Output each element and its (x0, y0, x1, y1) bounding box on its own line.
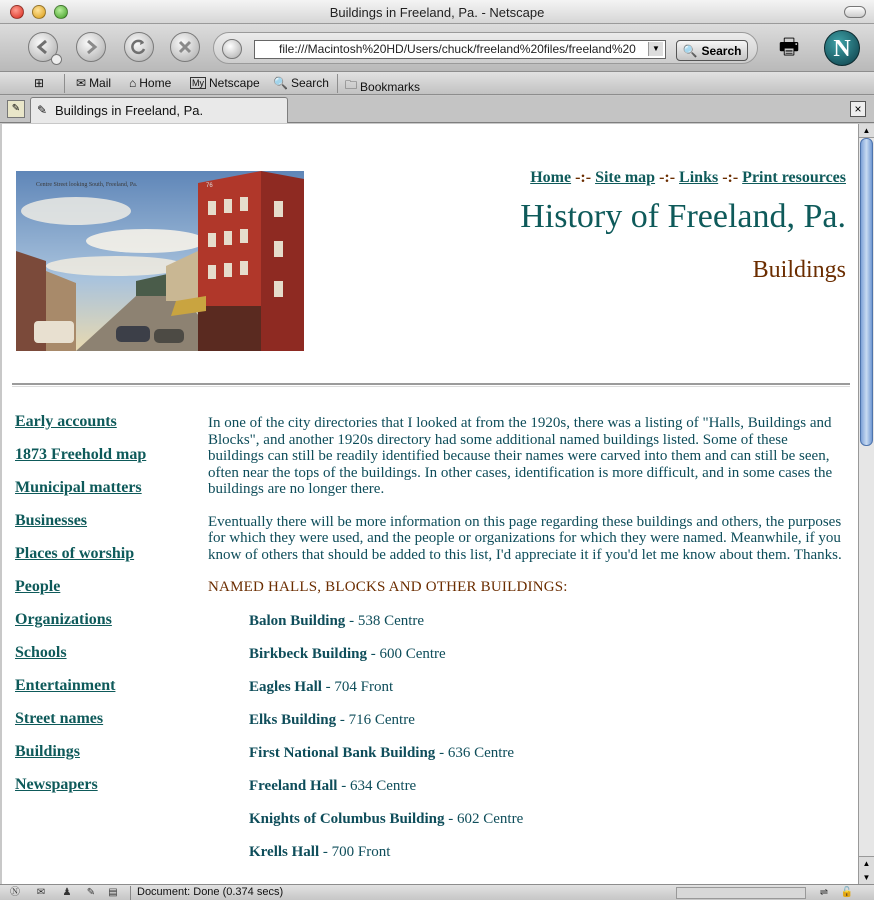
instant-messenger-icon[interactable]: ♟ (62, 887, 72, 898)
title-bar (0, 0, 874, 24)
site-map-link[interactable]: Site map (595, 169, 656, 186)
sidebar-item-organizations[interactable]: Organizations (15, 611, 112, 628)
back-arrow-icon (34, 38, 52, 56)
toolbar-toggle-button[interactable] (844, 6, 866, 18)
reload-button[interactable] (124, 32, 154, 62)
building-name: Balon Building (249, 612, 346, 629)
building-address: 634 Centre (349, 777, 417, 794)
top-navigation (530, 169, 846, 187)
bookmarks-button[interactable] (345, 76, 420, 97)
building-address: 602 Centre (457, 810, 524, 827)
building-address: 538 Centre (357, 612, 425, 629)
netscape-label: Netscape (209, 76, 260, 90)
link-separator: -:- (659, 169, 676, 186)
building-name: Knights of Columbus Building (249, 810, 445, 827)
sidebar-item-early-accounts[interactable]: Early accounts (15, 413, 117, 430)
online-status-icon[interactable]: ⇌ (819, 887, 829, 898)
sidebar-item-newspapers[interactable]: Newspapers (15, 776, 98, 793)
bookmarks-label: Bookmarks (360, 79, 421, 94)
progress-meter (676, 887, 806, 899)
url-dropdown-arrow[interactable]: ▼ (648, 42, 663, 56)
toolbar-divider (337, 74, 338, 93)
reload-icon (130, 38, 148, 56)
vertical-scrollbar[interactable] (858, 124, 874, 884)
tab-label: Buildings in Freeland, Pa. (55, 103, 204, 118)
sidebar-item-businesses[interactable]: Businesses (15, 512, 88, 529)
mail-icon[interactable]: ✉ (36, 887, 46, 898)
list-item: First National Bank Building - 636 Centre (249, 744, 515, 761)
search-icon: 🔍 (682, 43, 698, 58)
postcard-image (16, 171, 304, 351)
mail-icon: ✉ (76, 76, 87, 90)
stop-button[interactable] (170, 32, 200, 62)
mail-label: Mail (89, 76, 112, 90)
building-name: Elks Building (249, 711, 337, 728)
building-address: 716 Centre (348, 711, 415, 728)
forward-button[interactable] (76, 32, 106, 62)
home-button[interactable] (129, 76, 171, 90)
netscape-status-icon[interactable]: Ⓝ (10, 887, 20, 898)
sidebar-icon: ⊞ (34, 76, 45, 90)
scroll-down-arrow-icon[interactable]: ▲ ▼ (859, 856, 874, 884)
sidebar-item-schools[interactable]: Schools (15, 644, 67, 661)
page-heading: Buildings (752, 257, 846, 283)
sidebar-item-entertainment[interactable]: Entertainment (15, 677, 116, 694)
status-bar (0, 884, 874, 900)
back-history-dropdown[interactable] (51, 54, 62, 65)
back-button[interactable] (28, 32, 58, 62)
building-name: First National Bank Building (249, 744, 436, 761)
sidebar-item-street-names[interactable]: Street names (15, 710, 104, 727)
home-link[interactable]: Home (530, 169, 572, 186)
postcard-number: 76 (206, 183, 213, 189)
postcard-caption: Centre Street looking South, Freeland, Pa. (36, 182, 138, 188)
netscape-logo-icon[interactable]: N (824, 30, 860, 66)
composer-icon[interactable]: ✎ (86, 887, 96, 898)
url-input[interactable]: file:///Macintosh%20HD/Users/chuck/freeland%20files/freeland%20 (254, 40, 666, 59)
history-dropdown-button[interactable] (222, 39, 242, 59)
my-netscape-button[interactable] (190, 76, 260, 90)
page-content (2, 124, 858, 884)
home-icon: ⌂ (129, 76, 137, 90)
horizontal-divider (12, 383, 850, 387)
building-name: Birkbeck Building (249, 645, 367, 662)
list-item: Freeland Hall - 634 Centre (249, 777, 417, 794)
tab-bar (0, 96, 874, 123)
building-address: 636 Centre (447, 744, 515, 761)
list-item: Knights of Columbus Building - 602 Centre (249, 810, 524, 827)
links-link[interactable]: Links (679, 169, 719, 186)
print-icon[interactable]: 🖶 (778, 34, 800, 59)
navigation-toolbar (0, 24, 874, 72)
security-lock-icon[interactable]: 🔓 (840, 887, 854, 898)
new-tab-icon[interactable]: ✎ (7, 100, 25, 118)
list-item: Elks Building - 716 Centre (249, 711, 415, 728)
scroll-up-arrow-icon[interactable]: ▲ (859, 124, 874, 138)
building-name: Freeland Hall (249, 777, 338, 794)
status-divider (130, 886, 131, 900)
address-book-icon[interactable]: ▤ (108, 887, 118, 898)
search-toolbar-button[interactable] (273, 76, 329, 90)
page-icon: ✎ (37, 103, 48, 117)
home-label: Home (139, 76, 172, 90)
list-item: Krells Hall - 700 Front (249, 843, 391, 860)
sidebar-item-people[interactable]: People (15, 578, 61, 595)
sidebar-item-places-of-worship[interactable]: Places of worship (15, 545, 135, 562)
search-label: Search (290, 76, 329, 90)
building-address: 700 Front (331, 843, 391, 860)
my-netscape-icon: My (192, 78, 204, 88)
scroll-thumb[interactable] (860, 138, 873, 446)
close-tab-button[interactable]: × (850, 101, 866, 117)
search-button[interactable] (676, 40, 748, 61)
search-icon: 🔍 (273, 76, 288, 90)
personal-toolbar (0, 72, 874, 95)
search-button-label: Search (701, 43, 742, 58)
intro-paragraph: In one of the city directories that I looked at from the 1920s, there was a listing of "Halls, Buildings and Blocks", and another 1920s directory had some additional named buildings listed. Some of these buildings can still be readily identified because their names were carved into them and can still be seen, often near the tops of the buildings. In other cases, identification is more difficult, and in some cases the buildings are no longer there. (208, 415, 833, 497)
info-paragraph: Eventually there will be more information on this page regarding these buildings and others, the purposes for which they were used, and the people or organizations for which they were named. Meanwhile, if you know of others that should be added to this list, I'd appreciate it if you'd let me know about them. Thanks. (208, 513, 842, 563)
building-address: 600 Centre (379, 645, 446, 662)
forward-arrow-icon (82, 38, 100, 56)
sidebar-item-municipal-matters[interactable]: Municipal matters (15, 479, 142, 496)
list-item: Eagles Hall - 704 Front (249, 678, 394, 695)
building-address: 704 Front (334, 678, 394, 695)
sidebar-navigation (15, 412, 195, 808)
link-separator: -:- (722, 169, 739, 186)
building-name: Eagles Hall (249, 678, 322, 695)
print-resources-link[interactable]: Print resources (742, 169, 846, 186)
sidebar-toggle-button[interactable] (34, 76, 44, 90)
main-content (208, 415, 846, 877)
sidebar-item-buildings[interactable]: Buildings (15, 743, 80, 760)
list-item: Birkbeck Building - 600 Centre (249, 645, 446, 662)
toolbar-divider (64, 74, 65, 93)
stop-icon (176, 38, 194, 56)
mail-button[interactable] (76, 76, 111, 90)
status-text: Document: Done (0.374 secs) (137, 886, 284, 898)
sidebar-item-1873-freehold-map[interactable]: 1873 Freehold map (15, 446, 147, 463)
list-item: Balon Building - 538 Centre (249, 612, 425, 629)
section-heading: NAMED HALLS, BLOCKS AND OTHER BUILDINGS: (208, 579, 568, 595)
link-separator: -:- (575, 169, 592, 186)
folder-icon: 🗀 (345, 78, 358, 92)
site-title: History of Freeland, Pa. (520, 198, 846, 235)
window-title: Buildings in Freeland, Pa. - Netscape (329, 5, 545, 20)
tab-buildings[interactable] (30, 97, 288, 123)
building-name: Krells Hall (249, 843, 320, 860)
